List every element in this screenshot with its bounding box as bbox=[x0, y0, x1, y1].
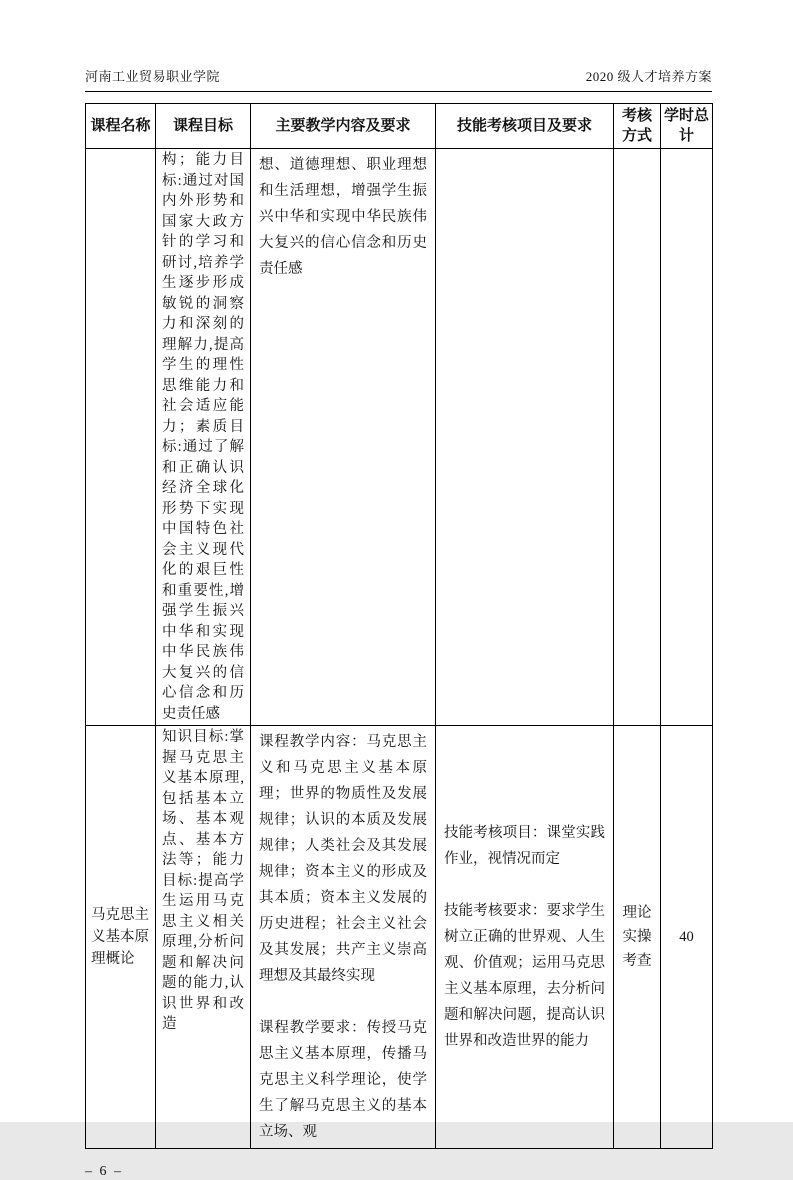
page-header bbox=[85, 66, 712, 92]
cell-total-hours: 40 bbox=[661, 726, 713, 1149]
table-header-row bbox=[86, 104, 713, 149]
col-header-teaching-content: 主要教学内容及要求 bbox=[251, 104, 436, 149]
cell-course-objective: 知识目标:掌握马克思主义基本原理,包括基本立场、基本观点、基本方法等；能力目标:提高学生运用马克思主义相关原理,分析问题和解决问题的能力,认识世界和改造 bbox=[156, 726, 251, 1149]
cell-assessment-method bbox=[614, 149, 661, 726]
cell-course-objective: 构；能力目标:通过对国内外形势和国家大政方针的学习和研讨,培养学生逐步形成敏锐的洞察力和深刻的理解力,提高学生的理性思维能力和社会适应能力；素质目标:通过了解和正确认识经济全球化形势下实现中国特色社会主义现代化的艰巨性和重要性,增强学生振兴中华和实现中华民族伟大复兴的信心信念和历史责任感 bbox=[156, 149, 251, 726]
cell-course-name: 马克思主义基本原理概论 bbox=[86, 726, 156, 1149]
col-header-total-hours: 学时总计 bbox=[661, 104, 713, 149]
cell-teaching-content bbox=[251, 726, 436, 1149]
cell-skill-assessment bbox=[436, 726, 614, 1149]
skill-assessment-item-paragraph: 技能考核项目：课堂实践作业，视情况而定 bbox=[444, 825, 605, 867]
col-header-course-name: 课程名称 bbox=[86, 104, 156, 149]
skill-assessment-requirement-paragraph: 技能考核要求：要求学生树立正确的世界观、人生观、价值观；运用马克思主义基本原理，去分析问题和解决问题，提高认识世界和改造世界的能力 bbox=[444, 903, 605, 1049]
course-table bbox=[85, 103, 713, 1149]
teaching-content-paragraph: 课程教学内容：马克思主义和马克思主义基本原理；世界的物质性及发展规律；认识的本质及发展规律；人类社会及其发展规律；资本主义的形成及其本质；资本主义发展的历史进程；社会主义社会及其发展；共产主义崇高理想及其最终实现 bbox=[259, 734, 427, 984]
cell-assessment-method: 理论实操考查 bbox=[614, 726, 661, 1149]
cell-teaching-content bbox=[251, 149, 436, 726]
teaching-requirement-paragraph: 课程教学要求：传授马克思主义基本原理，传播马克思主义科学理论，使学生了解马克思主义的基本立场、观 bbox=[259, 1020, 427, 1140]
cell-total-hours bbox=[661, 149, 713, 726]
header-plan-title: 2020 级人才培养方案 bbox=[585, 69, 712, 84]
cell-skill-assessment bbox=[436, 149, 614, 726]
col-header-course-objective: 课程目标 bbox=[156, 104, 251, 149]
table-row-continued bbox=[86, 149, 713, 726]
col-header-skill-assessment: 技能考核项目及要求 bbox=[436, 104, 614, 149]
cell-course-name bbox=[86, 149, 156, 726]
teaching-content-paragraph: 想、道德理想、职业理想和生活理想，增强学生振兴中华和实现中华民族伟大复兴的信心信念和历史责任感 bbox=[259, 157, 427, 277]
col-header-assessment-method: 考核方式 bbox=[614, 104, 661, 149]
page-number: – 6 – bbox=[85, 1164, 123, 1179]
table-row-marxism-course bbox=[86, 726, 713, 1149]
header-school-name: 河南工业贸易职业学院 bbox=[85, 69, 221, 84]
